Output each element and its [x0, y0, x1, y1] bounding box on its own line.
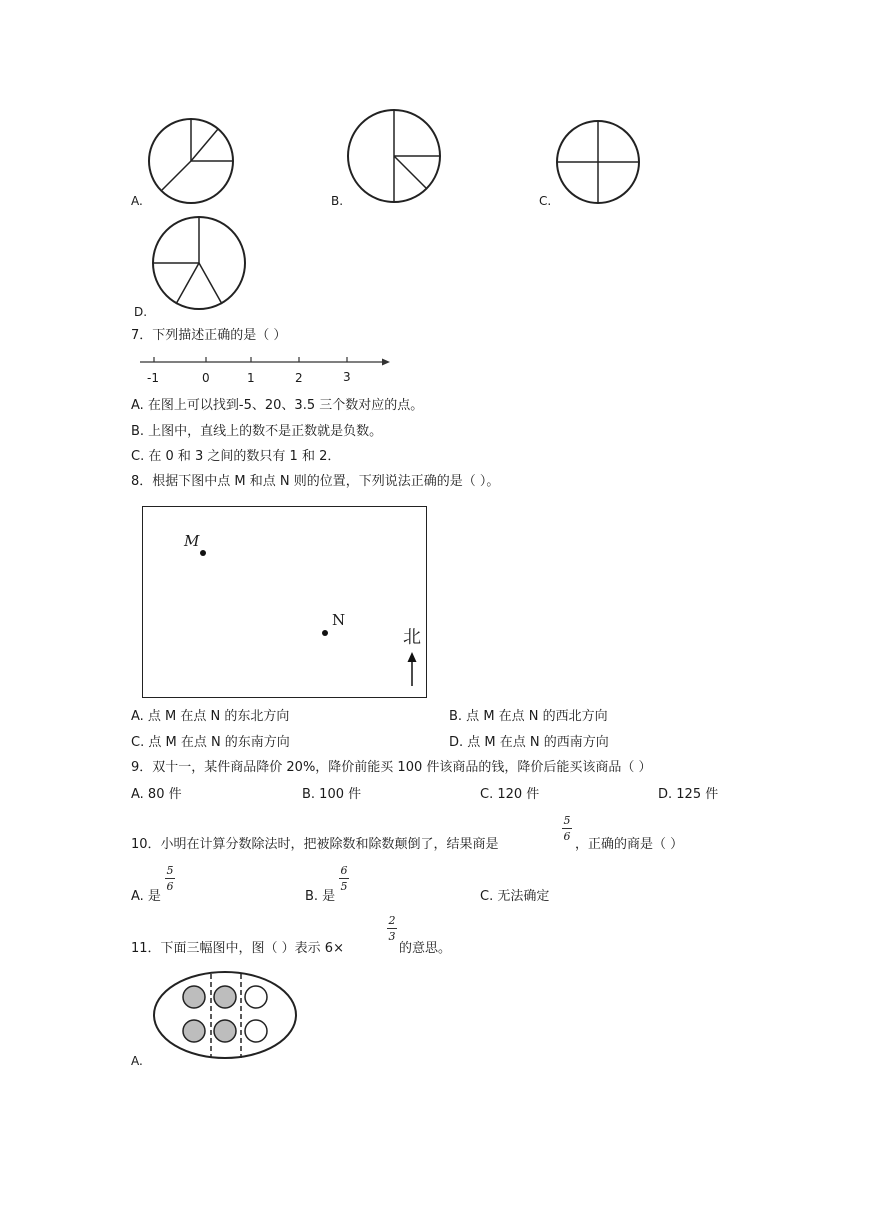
q10-b-frac-den: 5 [340, 880, 348, 893]
q10-stem-frac-den: 6 [563, 830, 571, 843]
q10-a-frac-num: 5 [166, 864, 174, 877]
q6-option-c-label[interactable]: C. [539, 194, 552, 208]
point-m-label: M [184, 532, 200, 550]
oval-circles-figure [152, 970, 300, 1062]
q9-option-d[interactable]: D. 125 件 [658, 787, 719, 802]
q9-stem: 9．双十一，某件商品降价 20%，降价前能买 100 件该商品的钱，降价后能买该商品（ ） [131, 760, 652, 775]
q10-option-a-fraction [164, 864, 176, 893]
q10-option-b-fraction [338, 864, 350, 893]
number-line [138, 354, 394, 386]
q7-stem: 7．下列描述正确的是（ ） [131, 328, 287, 343]
q10-b-frac-num: 6 [340, 864, 348, 877]
circle-figure-c [556, 120, 642, 206]
q8-stem: 8．根据下图中点 M 和点 N 则的位置，下列说法正确的是（ ）。 [131, 474, 500, 489]
circle-figure-b [346, 108, 442, 204]
circle-figure-a [148, 118, 236, 206]
q11-option-a-label[interactable]: A. [131, 1054, 143, 1068]
q10-stem-frac-num: 5 [563, 814, 571, 827]
q10-stem-after: ，正确的商是（ ） [575, 837, 684, 852]
q7-option-b[interactable]: B. 上图中，直线上的数不是正数就是负数。 [131, 424, 383, 439]
q10-option-b[interactable]: B. 是 [305, 889, 336, 904]
q9-option-c[interactable]: C. 120 件 [480, 787, 540, 802]
q9-option-a[interactable]: A. 80 件 [131, 787, 182, 802]
q10-stem-fraction [561, 814, 573, 843]
q8-option-c[interactable]: C. 点 M 在点 N 的东南方向 [131, 735, 290, 750]
q9-option-b[interactable]: B. 100 件 [302, 787, 362, 802]
circle-figure-d [152, 216, 248, 312]
q8-option-d[interactable]: D. 点 M 在点 N 的西南方向 [449, 735, 609, 750]
q11-stem-after: 的意思。 [399, 941, 452, 956]
tick-label-neg1: -1 [147, 371, 159, 385]
tick-label-0: 0 [202, 371, 210, 385]
q6-option-a-label[interactable]: A. [131, 194, 143, 208]
point-n-label: N [332, 611, 346, 629]
q6-option-b-label[interactable]: B. [331, 194, 344, 208]
q10-a-frac-den: 6 [166, 880, 174, 893]
q11-stem-fraction [386, 914, 398, 943]
north-label: 北 [403, 627, 421, 648]
q7-option-a[interactable]: A. 在图上可以找到-5、20、3.5 三个数对应的点。 [131, 398, 424, 413]
q10-option-c[interactable]: C. 无法确定 [480, 889, 550, 904]
point-m-dot [200, 550, 206, 556]
point-n-dot [322, 630, 328, 636]
q10-option-a[interactable]: A. 是 [131, 889, 161, 904]
q7-option-c[interactable]: C. 在 0 和 3 之间的数只有 1 和 2． [131, 449, 341, 464]
q11-stem-frac-den: 3 [388, 930, 396, 943]
q8-option-b[interactable]: B. 点 M 在点 N 的西北方向 [449, 709, 608, 724]
q10-stem-before: 10．小明在计算分数除法时，把被除数和除数颠倒了，结果商是 [131, 837, 499, 852]
tick-label-2: 2 [295, 371, 303, 385]
q11-stem-frac-num: 2 [388, 914, 396, 927]
q6-option-d-label[interactable]: D. [134, 305, 148, 319]
tick-label-3: 3 [343, 370, 351, 384]
q8-option-a[interactable]: A. 点 M 在点 N 的东北方向 [131, 709, 290, 724]
north-arrow-icon [406, 652, 418, 686]
q11-stem-before: 11．下面三幅图中，图（ ）表示 6× [131, 941, 344, 956]
tick-label-1: 1 [247, 371, 255, 385]
